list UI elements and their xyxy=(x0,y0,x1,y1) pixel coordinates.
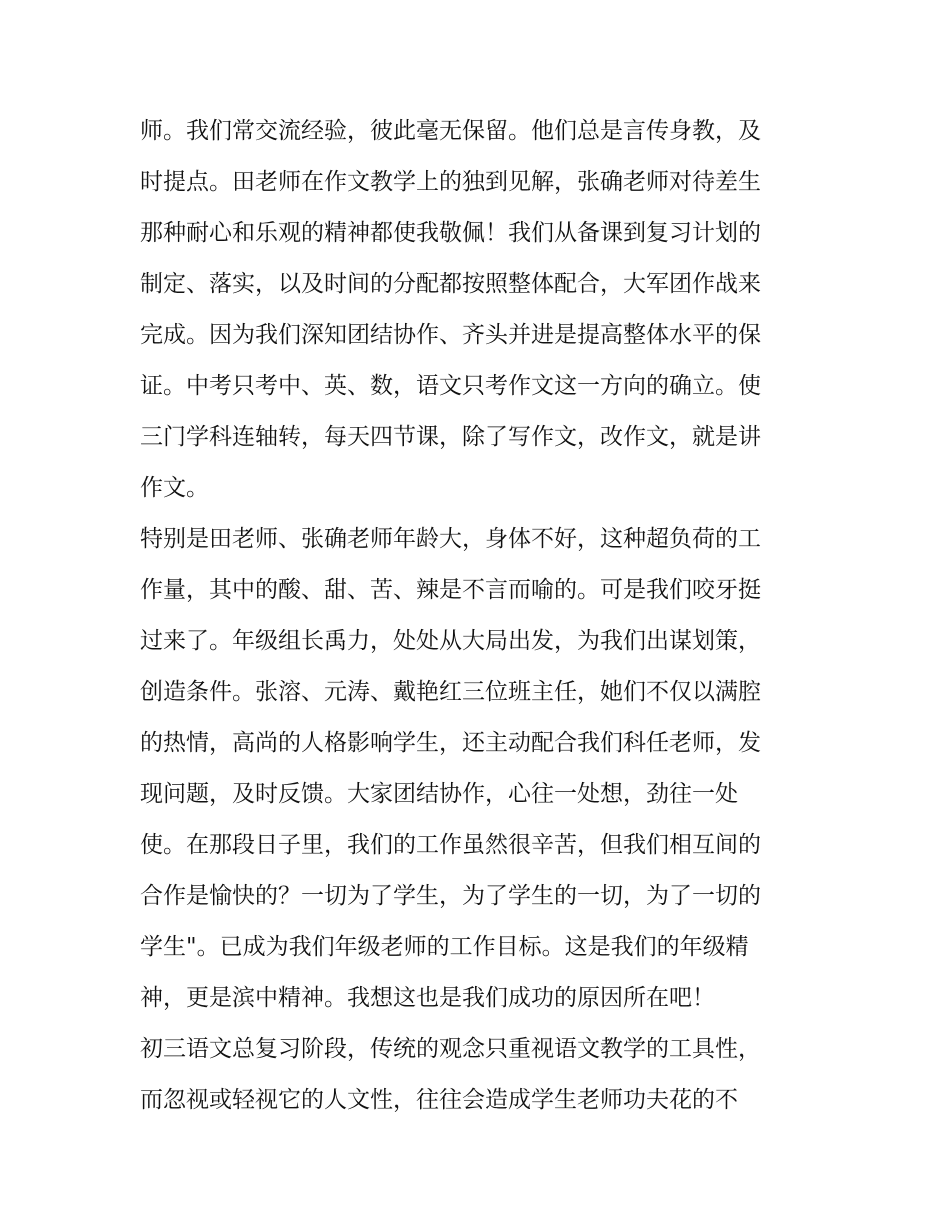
text-line: 合作是愉快的？一切为了学生，为了学生的一切，为了一切的 xyxy=(140,883,761,909)
text-line: 特别是田老师、张确老师年龄大，身体不好，这种超负荷的工 xyxy=(140,526,761,552)
text-line: 创造条件。张溶、元涛、戴艳红三位班主任，她们不仅以满腔 xyxy=(140,679,761,705)
text-line: 完成。因为我们深知团结协作、齐头并进是提高整体水平的保 xyxy=(140,322,761,348)
text-line: 的热情，高尚的人格影响学生，还主动配合我们科任老师，发 xyxy=(140,730,761,756)
text-line: 学生"。已成为我们年级老师的工作目标。这是我们的年级精 xyxy=(140,934,749,960)
text-line: 现问题，及时反馈。大家团结协作，心往一处想，劲往一处 xyxy=(140,781,738,807)
text-line: 初三语文总复习阶段，传统的观念只重视语文教学的工具性， xyxy=(140,1036,761,1062)
text-line: 作量，其中的酸、甜、苦、辣是不言而喻的。可是我们咬牙挺 xyxy=(140,577,761,603)
text-line: 作文。 xyxy=(140,475,209,501)
text-line: 制定、落实，以及时间的分配都按照整体配合，大军团作战来 xyxy=(140,271,761,297)
text-line: 使。在那段日子里，我们的工作虽然很辛苦，但我们相互间的 xyxy=(140,832,761,858)
text-line: 师。我们常交流经验，彼此毫无保留。他们总是言传身教，及 xyxy=(140,118,761,144)
text-line: 证。中考只考中、英、数，语文只考作文这一方向的确立。使 xyxy=(140,373,761,399)
text-line: 三门学科连轴转，每天四节课，除了写作文，改作文，就是讲 xyxy=(140,424,761,450)
document-body xyxy=(140,106,820,1126)
text-line: 而忽视或轻视它的人文性，往往会造成学生老师功夫花的不 xyxy=(140,1087,738,1113)
text-line: 神，更是滨中精神。我想这也是我们成功的原因所在吧！ xyxy=(140,985,715,1011)
text-line: 时提点。田老师在作文教学上的独到见解，张确老师对待差生 xyxy=(140,169,761,195)
text-line: 那种耐心和乐观的精神都使我敬佩！我们从备课到复习计划的 xyxy=(140,220,761,246)
text-line: 过来了。年级组长禹力，处处从大局出发，为我们出谋划策， xyxy=(140,628,761,654)
